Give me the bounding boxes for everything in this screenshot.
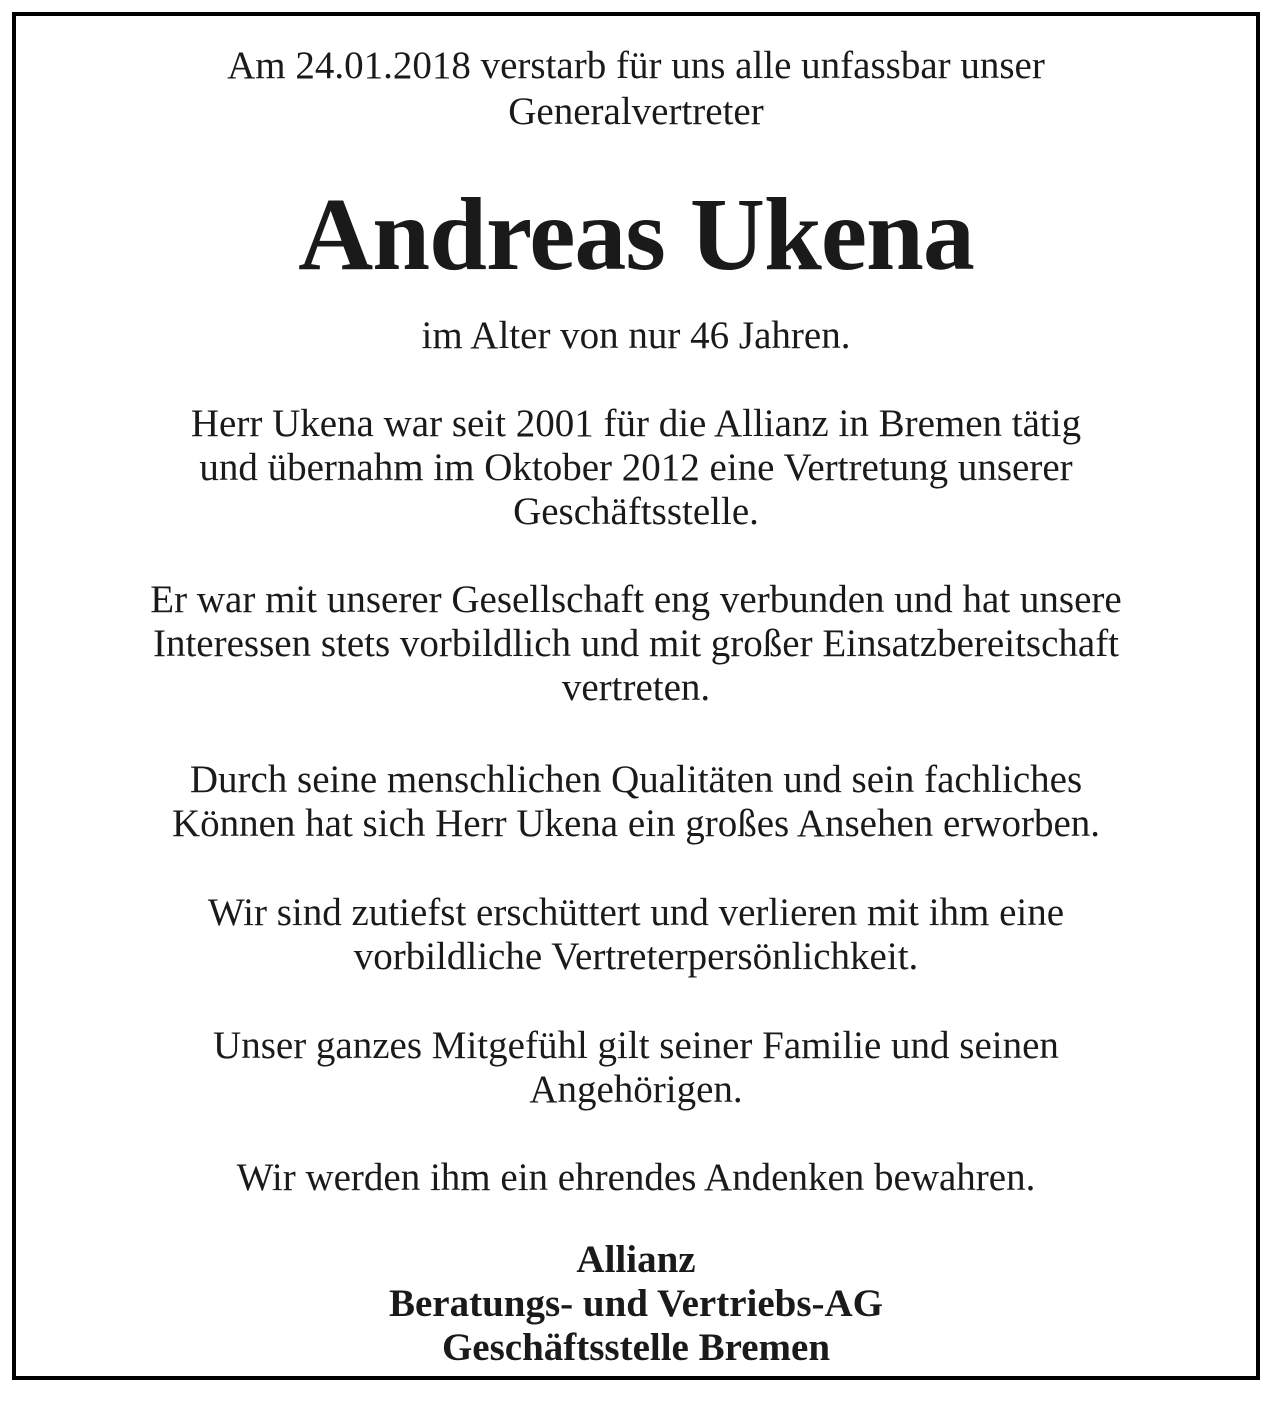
paragraph-2-line-2: Interessen stets vorbildlich und mit großer Einsatzbereitschaft (152, 622, 1120, 665)
paragraph-4-line-1: Wir sind zutiefst erschüttert und verlieren mit ihm eine (207, 891, 1065, 934)
obituary-notice (12, 12, 1260, 1380)
signature-company: Allianz (576, 1238, 696, 1281)
paragraph-3-line-2: Können hat sich Herr Ukena ein großes Ansehen erworben. (171, 802, 1101, 845)
paragraph-4-line-2: vorbildliche Vertreterpersönlichkeit. (353, 935, 919, 978)
signature-office: Geschäftsstelle Bremen (441, 1326, 831, 1369)
intro-line-2: Generalvertreter (508, 90, 764, 133)
age-line: im Alter von nur 46 Jahren. (421, 314, 851, 357)
paragraph-2-line-3: vertreten. (561, 666, 711, 709)
paragraph-3-line-1: Durch seine menschlichen Qualitäten und sein fachliches (189, 758, 1083, 801)
signature-division: Beratungs- und Vertriebs-AG (388, 1282, 884, 1325)
paragraph-5-line-1: Unser ganzes Mitgefühl gilt seiner Familie und seinen (213, 1024, 1059, 1067)
intro-line-1: Am 24.01.2018 verstarb für uns alle unfassbar unser (227, 44, 1045, 87)
paragraph-1-line-2: und übernahm im Oktober 2012 eine Vertretung unserer (199, 446, 1073, 489)
paragraph-5-line-2: Angehörigen. (529, 1068, 743, 1111)
paragraph-1-line-1: Herr Ukena war seit 2001 für die Allianz in Bremen tätig (190, 402, 1082, 445)
paragraph-6-line-1: Wir werden ihm ein ehrendes Andenken bewahren. (236, 1156, 1036, 1199)
paragraph-1-line-3: Geschäftsstelle. (513, 490, 759, 533)
deceased-name: Andreas Ukena (298, 177, 974, 292)
paragraph-2-line-1: Er war mit unserer Gesellschaft eng verbunden und hat unsere (150, 578, 1122, 621)
